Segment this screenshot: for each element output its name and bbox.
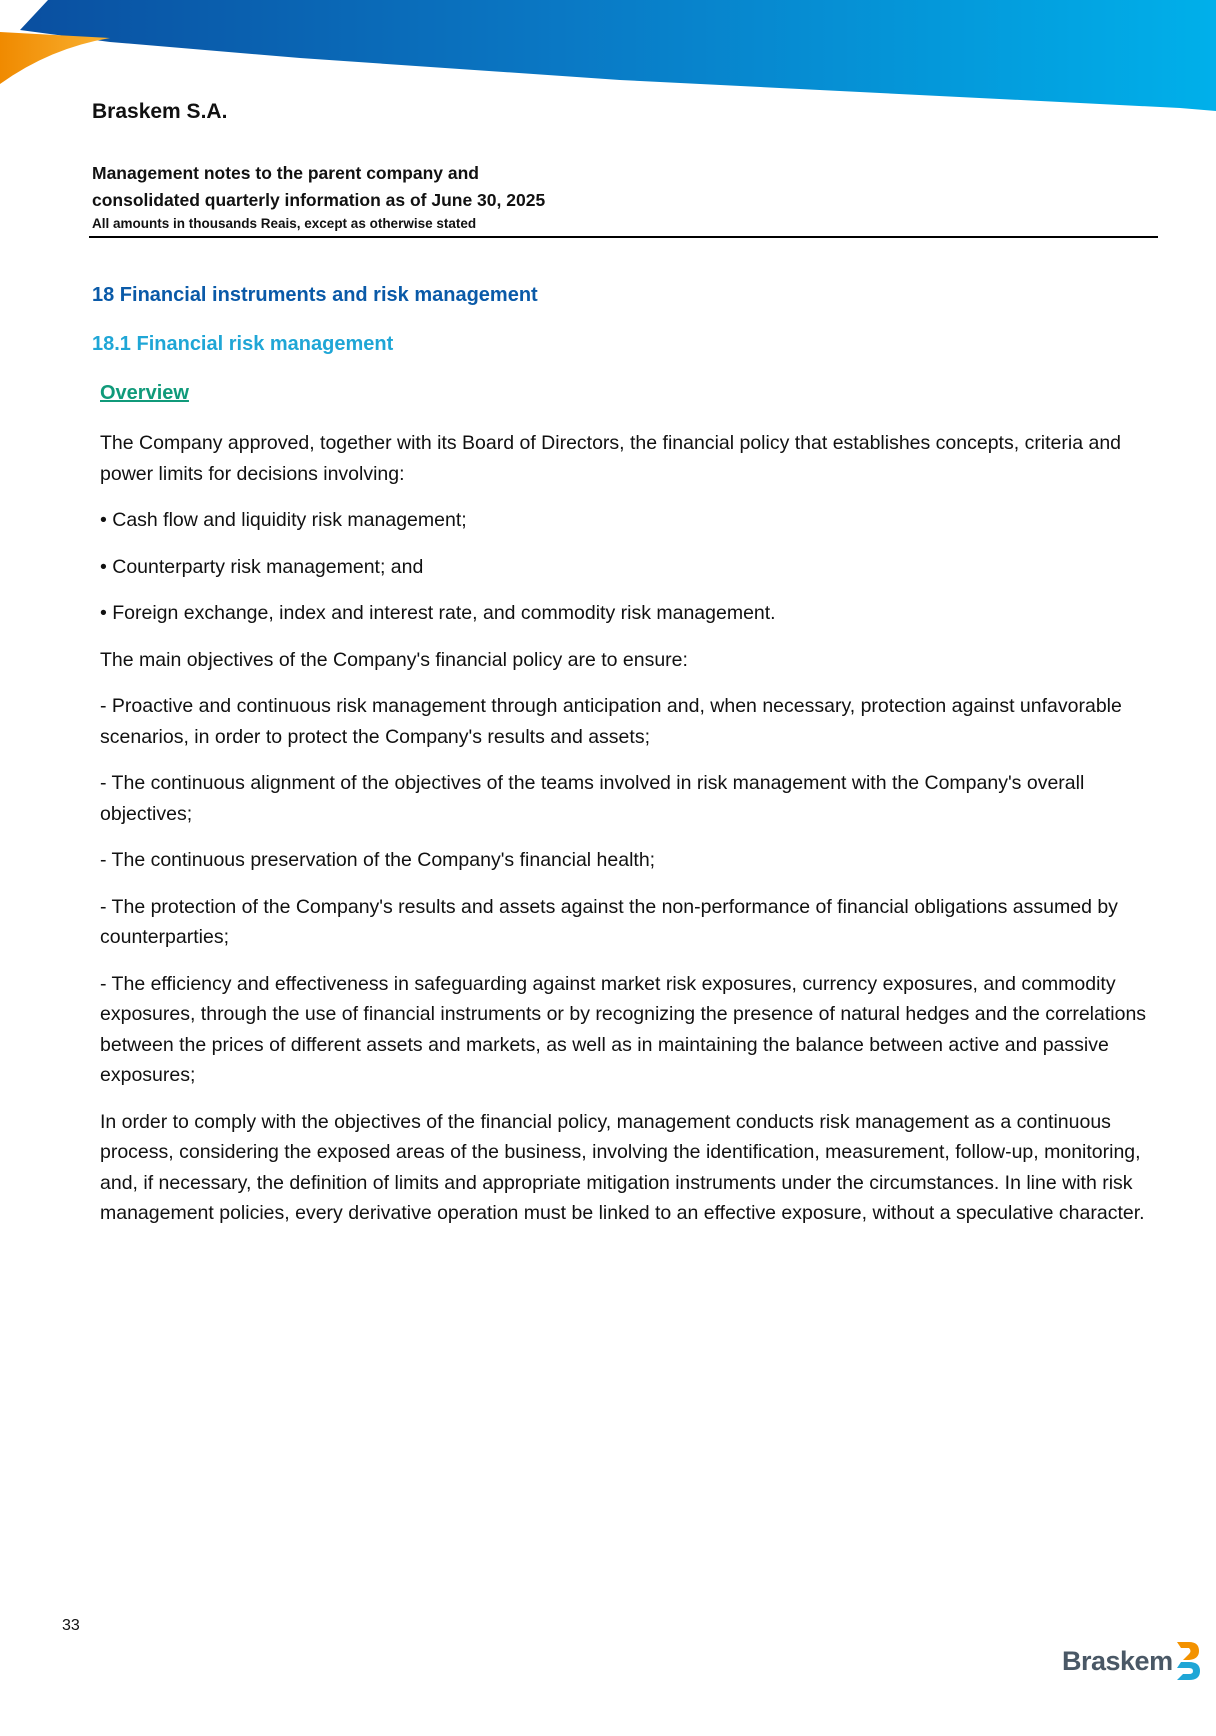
bullet-item-counterparty: • Counterparty risk management; and <box>100 555 424 578</box>
header-title-line-1: Management notes to the parent company and <box>92 163 479 183</box>
header-title-line-2: consolidated quarterly information as of June 30, 2025 <box>92 190 546 210</box>
paragraph-objectives-intro: The main objectives of the Company's financial policy are to ensure: <box>100 648 688 671</box>
subsection-title: 18.1 Financial risk management <box>92 333 394 355</box>
overview-heading: Overview <box>100 382 189 404</box>
objective-item: - Proactive and continuous risk management through anticipation and, when necessary, protection against unfavorable scenarios, in order to protect the Company's results and assets; <box>100 695 1122 748</box>
objective-item: - The protection of the Company's results and assets against the non-performance of financial obligations assumed by counterparties; <box>100 895 1118 948</box>
braskem-logo <box>1062 1638 1201 1684</box>
section-title: 18 Financial instruments and risk management <box>92 284 538 306</box>
objective-item: - The continuous alignment of the objectives of the teams involved in risk management with the Company's overall objectives; <box>100 772 1085 825</box>
document-header <box>92 160 1157 234</box>
paragraph-conclusion: In order to comply with the objectives of the financial policy, management conducts risk management as a continuous process, considering the exposed areas of the business, involving the identification, measurement, follow-up, monitoring, and, if necessary, the definition of limits and appropriate mitigation instruments under the circumstances. In line with risk management policies, every derivative operation must be linked to an effective exposure, without a speculative character. <box>100 1110 1145 1224</box>
company-name: Braskem S.A. <box>92 100 228 123</box>
paragraph-intro: The Company approved, together with its Board of Directors, the financial policy that establishes concepts, criteria and power limits for decisions involving: <box>100 432 1122 485</box>
amounts-note: All amounts in thousands Reais, except as otherwise stated <box>92 216 477 231</box>
bullet-item-cash-flow: • Cash flow and liquidity risk management; <box>100 509 467 531</box>
page-number: 33 <box>62 1617 80 1634</box>
body-text <box>100 428 1160 1245</box>
bullet-item-foreign-exchange: • Foreign exchange, index and interest rate, and commodity risk management. <box>100 602 776 624</box>
objective-item: - The efficiency and effectiveness in safeguarding against market risk exposures, currency exposures, and commodity exposures, through the use of financial instruments or by recognizing the presence of natural hedges and the correlations between the prices of different assets and markets, as well as in maintaining the balance between active and passive exposures; <box>100 972 1147 1086</box>
header-divider <box>89 236 1158 238</box>
objective-item: - The continuous preservation of the Company's financial health; <box>100 849 656 871</box>
logo-mark-icon <box>1175 1640 1201 1682</box>
logo-text: Braskem <box>1062 1645 1173 1676</box>
